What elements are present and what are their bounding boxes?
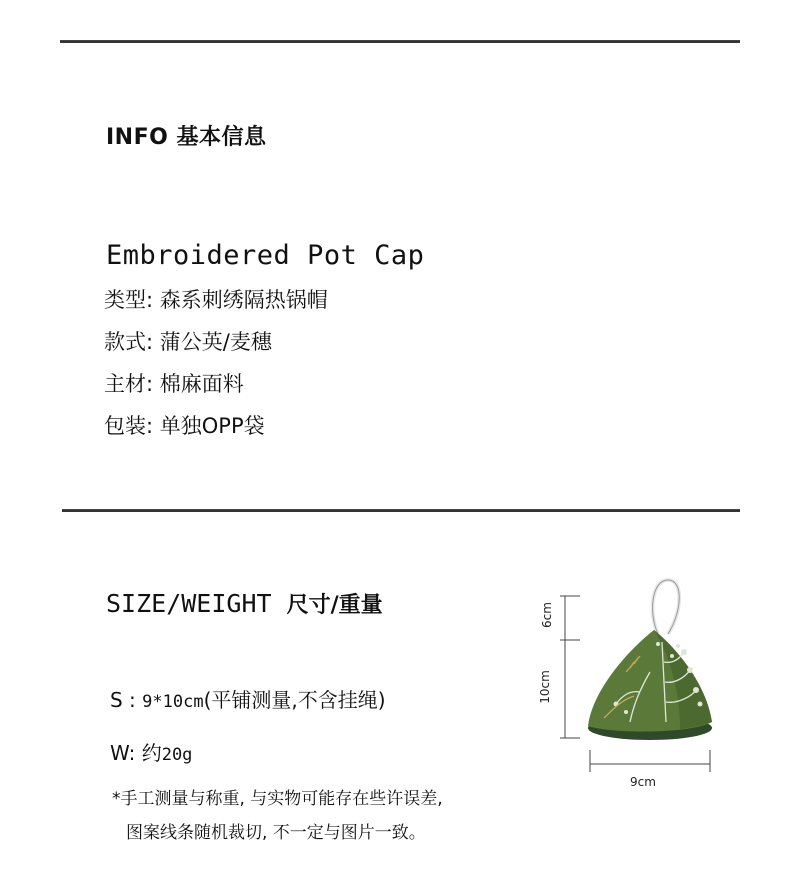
spec-packaging: 包装: 单独OPP袋	[104, 414, 265, 438]
info-heading: INFO 基本信息	[106, 125, 267, 150]
weight-value: 20g	[161, 745, 193, 765]
size-value: 9*10cm	[142, 692, 204, 712]
dimension-height-label: 10cm	[537, 670, 552, 704]
size-note: (平铺测量,不含挂绳)	[203, 688, 386, 712]
size-line	[110, 684, 386, 713]
size-prefix: S :	[110, 688, 136, 712]
disclaimer-line-2: 图案线条随机裁切, 不一定与图片一致。	[126, 823, 426, 843]
spec-material: 主材: 棉麻面料	[104, 372, 244, 396]
spec-type: 类型: 森系刺绣隔热锅帽	[104, 288, 328, 312]
pot-cap-illustration	[530, 572, 730, 792]
disclaimer-line-1: *手工测量与称重, 与实物可能存在些许误差,	[112, 789, 443, 809]
weight-prefix: W: 约	[110, 741, 162, 765]
product-name: Embroidered Pot Cap	[106, 240, 425, 271]
pot-cap-figure	[530, 572, 730, 792]
weight-line	[110, 737, 192, 766]
spec-style: 款式: 蒲公英/麦穗	[104, 330, 272, 354]
size-heading	[106, 588, 383, 619]
dimension-width-label: 9cm	[630, 775, 656, 789]
size-heading-cn: 尺寸/重量	[286, 593, 383, 618]
middle-divider	[62, 509, 740, 512]
size-heading-en: SIZE/WEIGHT	[106, 589, 272, 618]
dimension-loop-label: 6cm	[539, 602, 554, 628]
top-divider	[60, 40, 740, 43]
